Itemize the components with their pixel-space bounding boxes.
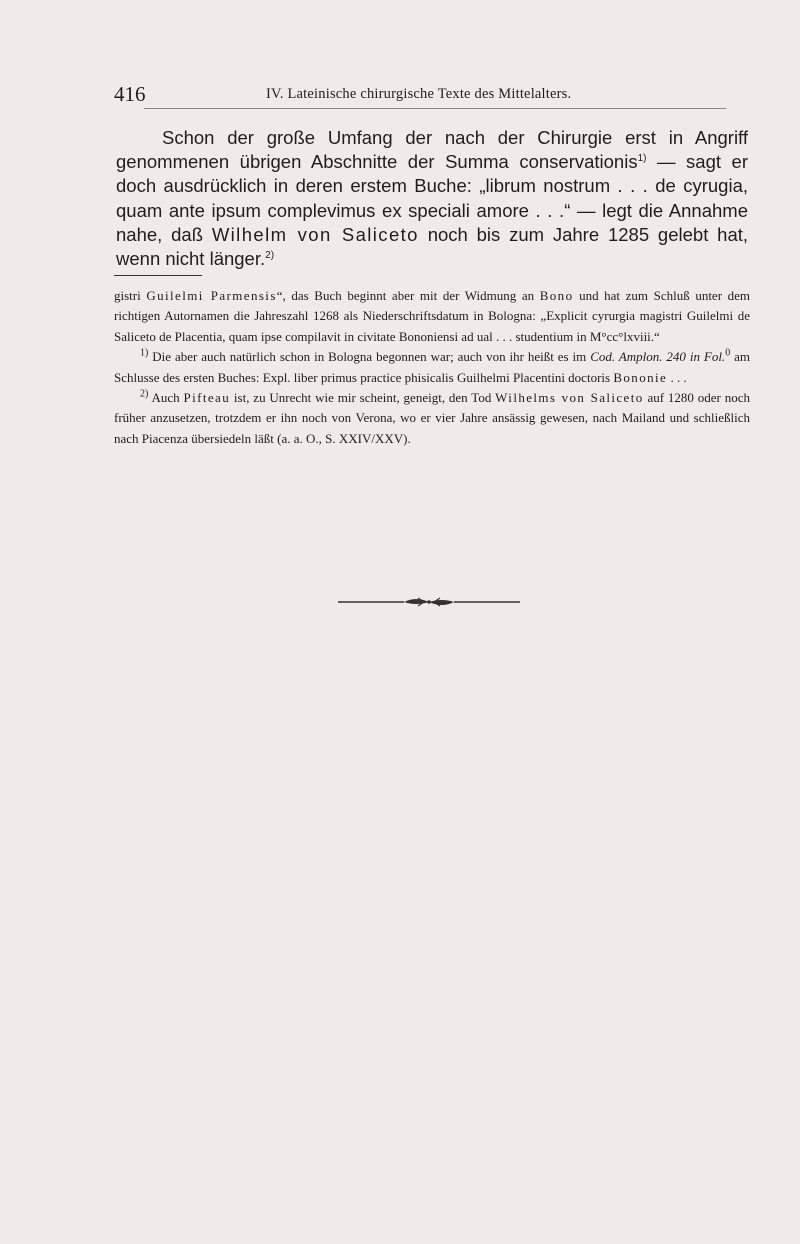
page-number: 416 — [114, 82, 146, 106]
header-rule — [144, 108, 726, 109]
footnote-text: und hat zum Schluß unter dem richtigen Autornamen die Jahreszahl 1268 als Niederschriftsdatum in Bologna: „Explicit cyrurgia magistri Guilelmi de Saliceto de Placentia, quam ipse compilavit in civitate Bononiensi ad ual . . . studentium in M°cc°lxviii.“ — [114, 288, 750, 344]
body-text-3: noch bis zum Jahre 1285 gelebt hat, wenn nicht länger. — [116, 223, 749, 270]
footnote-ref-2: 2) — [265, 249, 275, 261]
footnote-text: Die aber auch natürlich schon in Bologna begonnen war; auch von ihr heißt es im — [148, 349, 591, 365]
footnote-name: Pifteau — [183, 390, 231, 406]
footnote-name: Bono — [539, 288, 574, 303]
page-header — [114, 80, 726, 110]
footnote-name: Bononie — [613, 369, 668, 385]
end-ornament-icon — [338, 592, 520, 612]
footnote-text: . . . — [667, 369, 687, 385]
footnote-name: Guilelmi Parmensis — [146, 288, 277, 303]
author-name: Wilhelm von Saliceto — [211, 223, 419, 245]
footnote-text: Auch — [148, 390, 184, 406]
footnote-text: auf 1280 oder noch früher anzusetzen, trotzdem er ihn noch von Verona, wo er vier Jahre ansässig gewesen, nach Mailand und schließlich nach Piacenza übersiedeln läßt (a. a. O., S. XXIV/XXV). — [114, 390, 750, 446]
footnote-continued — [114, 286, 750, 347]
body-text-1: Schon der große Umfang der nach der Chirurgie erst in Angriff genommenen übrigen Abschnitte der Summa conservationis — [116, 127, 748, 173]
footnote-text: gistri — [114, 288, 147, 303]
footnotes — [114, 286, 750, 449]
footnote-text: “, das Buch beginnt aber mit der Widmung an — [276, 288, 540, 303]
footnote-marker: 2) — [140, 388, 149, 400]
body-paragraph — [116, 126, 748, 271]
footnote-ref-1: 1) — [637, 153, 647, 165]
footnote-text: ist, zu Unrecht wie mir scheint, geneigt, den Tod — [230, 390, 496, 406]
footnote-degree: 0 — [725, 347, 731, 359]
footnote-rule — [114, 275, 202, 276]
footnote-text: am Schlusse des ersten Buches: Expl. liber primus practice phisicalis Guilhelmi Placentini doctoris — [114, 349, 750, 385]
body-text-2: — sagt er doch ausdrücklich in deren erstem Buche: „librum nostrum . . . de cyrugia, quam ante ipsum complevimus ex speciali amore . . .“ — legt die Annahme nahe, daß — [116, 151, 749, 245]
footnote-1 — [114, 347, 750, 388]
footnote-marker: 1) — [140, 347, 149, 359]
footnote-citation: Cod. Amplon. 240 in Fol. — [590, 349, 726, 365]
running-head: IV. Lateinische chirurgische Texte des Mittelalters. — [266, 86, 572, 102]
footnote-name: Wilhelms von Saliceto — [495, 390, 644, 406]
footnote-2 — [114, 388, 750, 449]
